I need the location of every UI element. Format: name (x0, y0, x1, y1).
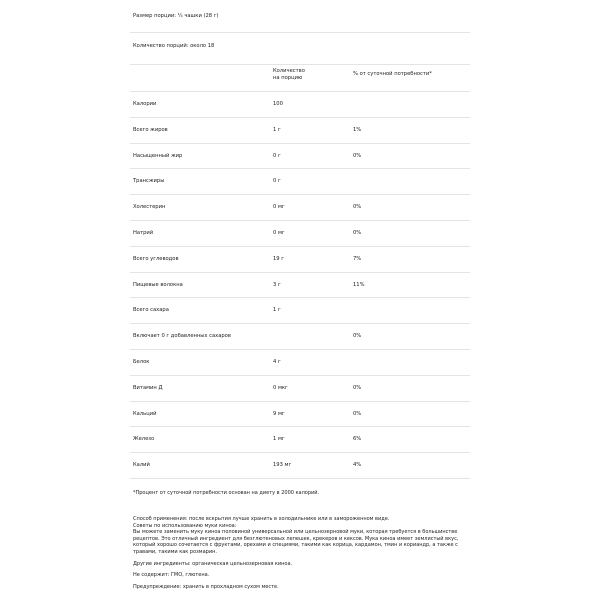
nutrient-amount: 1 г (273, 126, 281, 133)
nutrient-name: Трансжиры (133, 178, 165, 185)
ingredients-text: Другие ингредиенты: органическая цельнозерновая киноа. (133, 560, 293, 567)
nutrient-amount: 0 мкг (273, 384, 288, 391)
nutrient-amount: 1 мг (273, 436, 285, 443)
warning-text: Предупреждение: хранить в прохладном сухом месте. (133, 583, 279, 590)
free-of-text: Не содержит: ГМО, глютена. (133, 572, 210, 579)
nutrient-name: Витамин Д (133, 384, 163, 391)
nutrient-row (130, 350, 470, 376)
column-amount-header-line2: на порцию (273, 75, 303, 81)
nutrient-name: Всего сахара (133, 307, 169, 314)
nutrient-name: Натрий (133, 230, 154, 236)
serving-size-text: Размер порции: ¼ чашки (28 г) (133, 13, 219, 19)
nutrient-amount: 193 мг (273, 462, 292, 469)
serving-size-row (130, 0, 470, 33)
nutrient-amount: 0 мг (273, 204, 285, 211)
nutrient-daily-value: 1% (353, 126, 362, 133)
nutrient-name: Насыщенный жир (133, 152, 183, 159)
nutrient-daily-value: 0% (353, 204, 362, 211)
nutrient-row (130, 427, 470, 453)
column-amount-header-line1: Количество (273, 68, 305, 74)
nutrient-name: Белок (133, 359, 150, 365)
nutrient-amount: 9 мг (273, 410, 285, 417)
tips-line: травами, такими как розмарин. (133, 548, 217, 555)
nutrient-row (130, 453, 470, 479)
nutrient-name: Всего углеводов (133, 255, 179, 262)
nutrient-name: Калории (133, 101, 157, 107)
nutrient-name: Включает 0 г добавленных сахаров (133, 333, 231, 340)
nutrient-row (130, 376, 470, 402)
nutrient-amount: 4 г (273, 359, 281, 365)
nutrient-amount: 3 г (273, 281, 281, 288)
nutrient-daily-value: 0% (353, 152, 362, 159)
nutrient-amount: 19 г (273, 255, 284, 262)
nutrient-daily-value: 0% (353, 384, 362, 391)
nutrient-daily-value: 11% (353, 281, 365, 288)
usage-instructions: Способ применения: после вскрытия лучше хранить в холодильнике или в замороженном виде. (133, 516, 390, 522)
nutrient-row (130, 221, 470, 247)
nutrient-name: Пищевые волокна (133, 281, 183, 288)
column-amount-header (273, 68, 305, 82)
tips-title: Советы по использованию муки киноа: (133, 522, 237, 529)
nutrient-daily-value: 0% (353, 333, 362, 340)
nutrient-name: Всего жиров (133, 126, 168, 133)
nutrient-row (130, 92, 470, 118)
tips-line: который хорошо сочетается с фруктами, орехами и специями, такими как корица, кардамон, тмин и кориандр, а также с (133, 542, 458, 549)
nutrient-row (130, 247, 470, 273)
nutrient-daily-value: 7% (353, 255, 362, 262)
column-header-row (130, 65, 470, 92)
servings-text: Количество порций: около 18 (133, 43, 215, 49)
nutrient-amount: 100 (273, 101, 283, 107)
nutrient-row (130, 195, 470, 221)
nutrient-amount: 1 г (273, 307, 281, 314)
nutrient-name: Кальций (133, 410, 157, 417)
nutrient-name: Холестерин (133, 204, 166, 211)
nutrient-row (130, 144, 470, 170)
nutrient-row (130, 324, 470, 350)
nutrient-daily-value: 0% (353, 410, 362, 417)
nutrient-name: Калий (133, 462, 150, 469)
nutrient-row (130, 118, 470, 144)
nutrient-row (130, 298, 470, 324)
nutrient-amount: 0 г (273, 152, 281, 159)
nutrient-row (130, 402, 470, 428)
nutrient-name: Железо (133, 436, 155, 443)
nutrient-row (130, 273, 470, 299)
tips-line: Вы можете заменить муку киноа половиной универсальной или цельнозерновой муки, которая требуется в большинстве (133, 529, 458, 536)
nutrient-daily-value: 4% (353, 462, 362, 469)
nutrient-daily-value: 6% (353, 436, 362, 443)
footnote: *Процент от суточной потребности основан на диету в 2000 калорий. (133, 490, 320, 496)
nutrient-amount: 0 г (273, 178, 281, 185)
nutrient-row (130, 169, 470, 195)
nutrient-amount: 0 мг (273, 230, 285, 236)
servings-row (130, 33, 470, 65)
tips-line: рецептов. Это отличный ингредиент для безглютеновых лепешек, крекеров и кексов. Мука киноа имеет землистый вкус, (133, 535, 459, 542)
product-notes (133, 516, 473, 590)
column-dv-header: % от суточной потребности* (353, 71, 432, 77)
nutrient-daily-value: 0% (353, 230, 362, 236)
